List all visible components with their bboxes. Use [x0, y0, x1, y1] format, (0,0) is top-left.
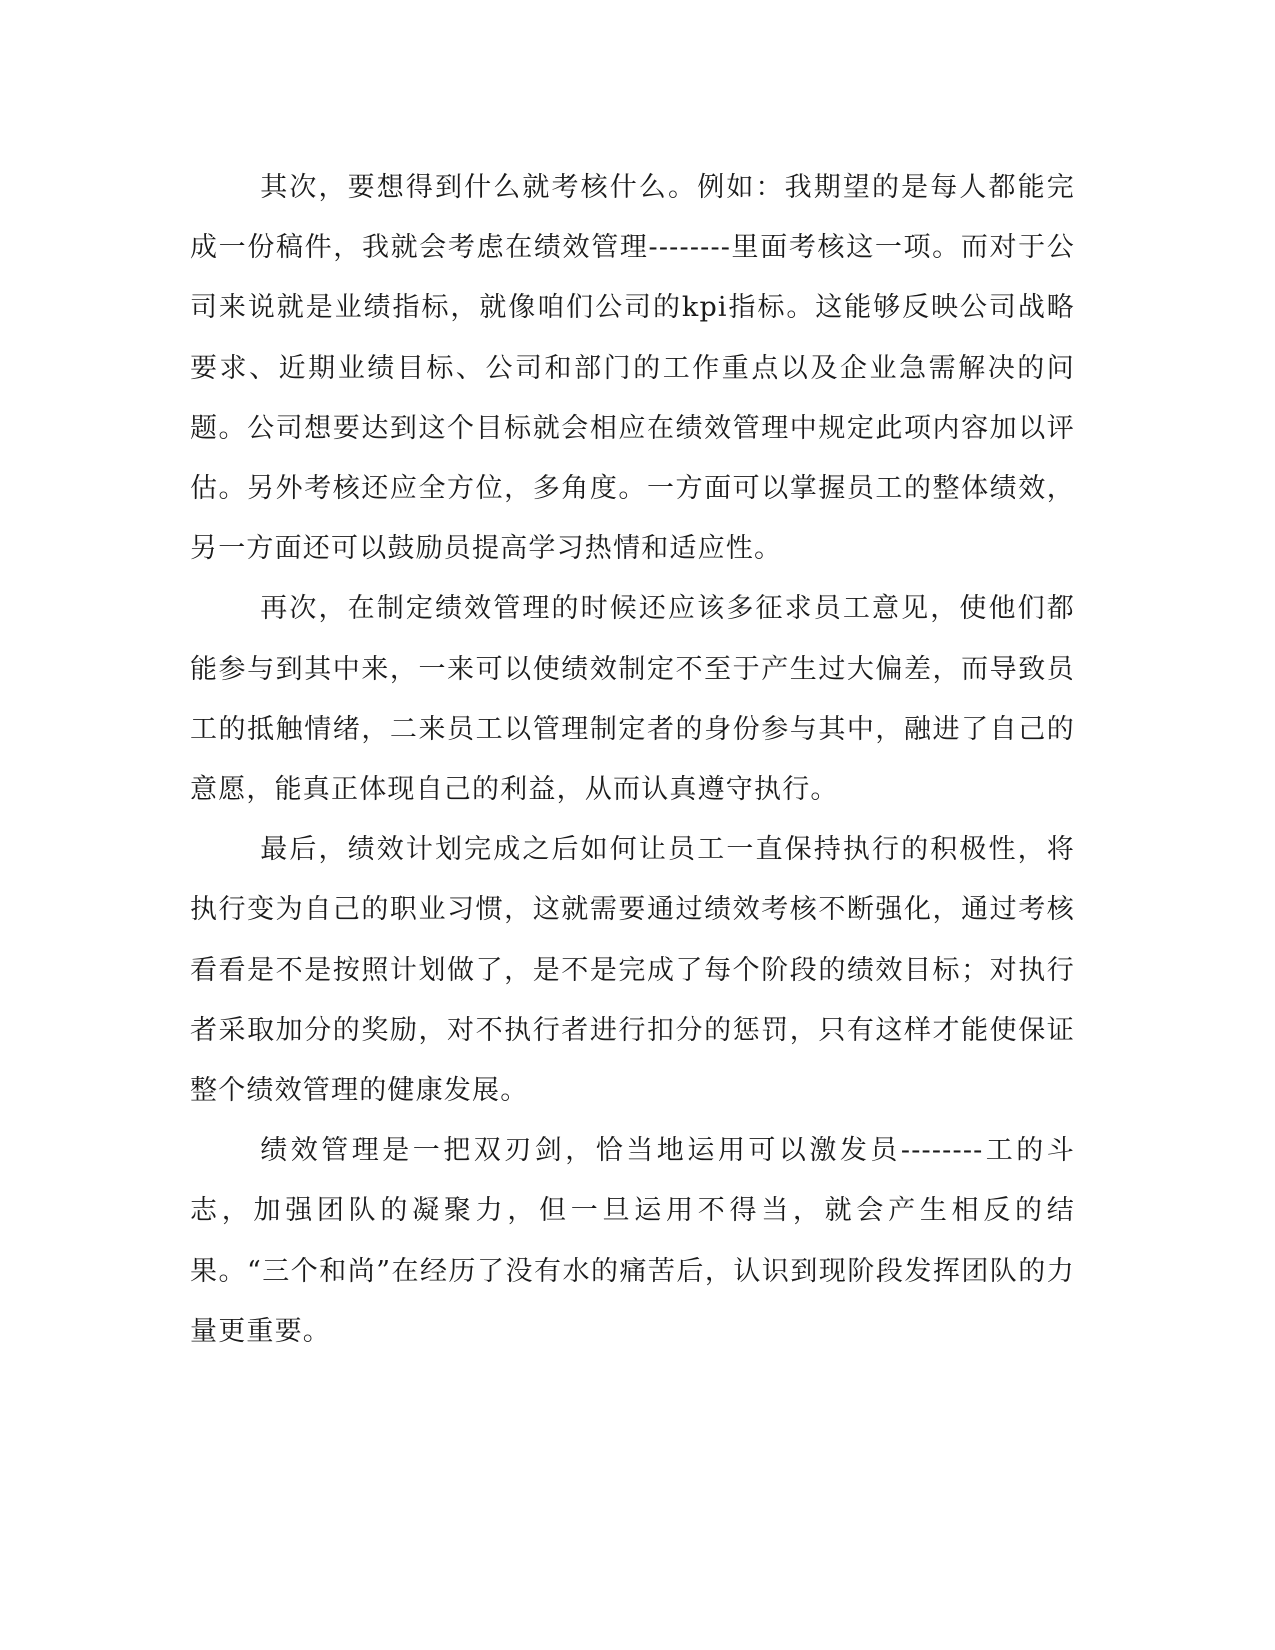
- paragraph-4: 绩效管理是一把双刃剑，恰当地运用可以激发员--------工的斗志，加强团队的凝聚力，但一旦运用不得当，就会产生相反的结果。“三个和尚”在经历了没有水的痛苦后，认识到现阶段发挥团队的力量更重要。: [190, 1135, 1075, 1347]
- paragraph-2: 再次，在制定绩效管理的时候还应该多征求员工意见，使他们都能参与到其中来，一来可以使绩效制定不至于产生过大偏差，而导致员工的抵触情绪，二来员工以管理制定者的身份参与其中，融进了自己的意愿，能真正体现自己的利益，从而认真遵守执行。: [190, 593, 1075, 806]
- paragraph-1: 其次，要想得到什么就考核什么。例如：我期望的是每人都能完成一份稿件，我就会考虑在绩效管理--------里面考核这一项。而对于公司来说就是业绩指标，就像咱们公司的kpi指标。这能够反映公司战略要求、近期业绩目标、公司和部门的工作重点以及企业急需解决的问题。公司想要达到这个目标就会相应在绩效管理中规定此项内容加以评估。另外考核还应全方位，多角度。一方面可以掌握员工的整体绩效，另一方面还可以鼓励员提高学习热情和适应性。: [190, 172, 1075, 565]
- paragraph-3: 最后，绩效计划完成之后如何让员工一直保持执行的积极性，将执行变为自己的职业习惯，这就需要通过绩效考核不断强化，通过考核看看是不是按照计划做了，是不是完成了每个阶段的绩效目标；对执行者采取加分的奖励，对不执行者进行扣分的惩罚，只有这样才能使保证整个绩效管理的健康发展。: [190, 834, 1075, 1107]
- document-body: [190, 158, 1075, 1362]
